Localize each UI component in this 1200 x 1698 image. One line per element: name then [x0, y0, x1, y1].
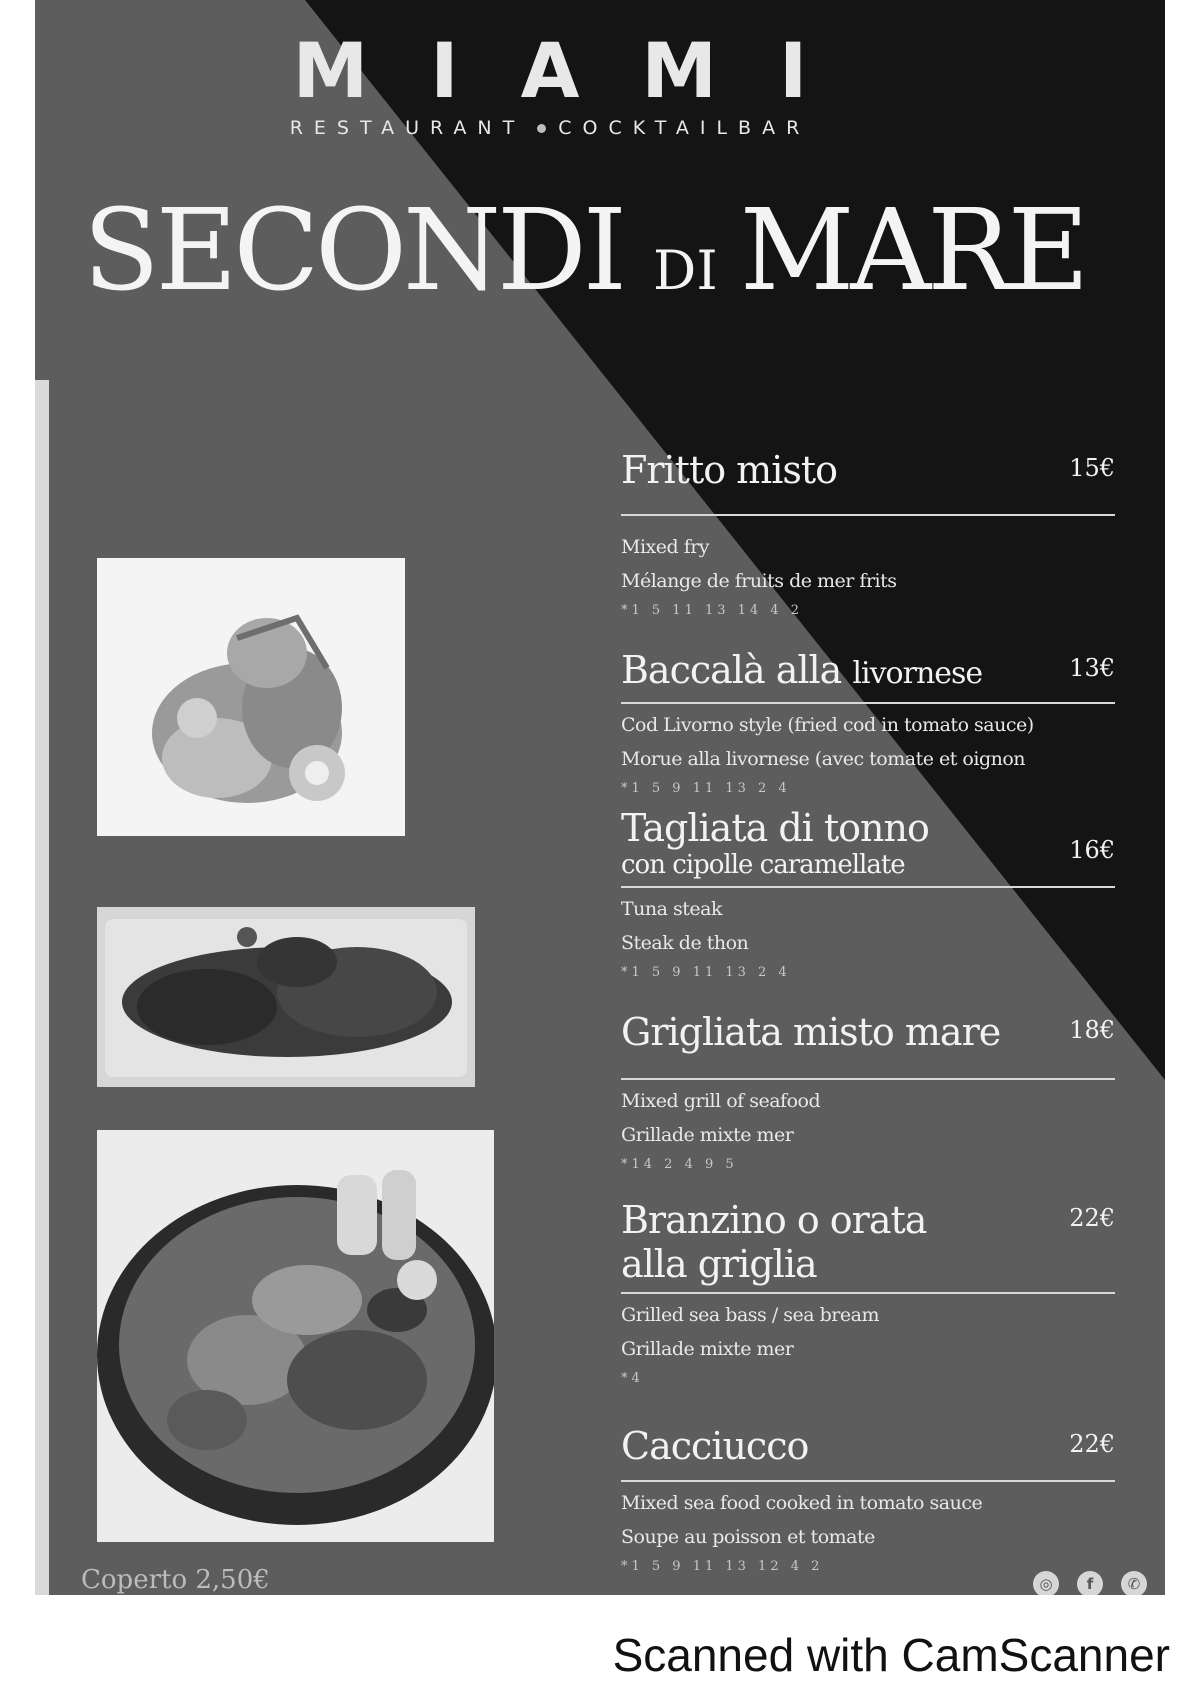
fried-seafood-photo: [97, 558, 405, 836]
cod-in-tomato-sauce-illustration: [97, 907, 475, 1087]
brand-subtitle-left: RESTAURANT: [289, 117, 526, 139]
item-description-en: Mixed sea food cooked in tomato sauce: [621, 1492, 983, 1514]
item-description-fr: Soupe au poisson et tomate: [621, 1526, 875, 1548]
item-description-fr: Grillade mixte mer: [621, 1338, 794, 1360]
item-description-en: Tuna steak: [621, 898, 722, 920]
item-allergens: *14 2 4 9 5: [621, 1157, 738, 1172]
menu-item: [621, 1010, 1115, 1178]
facebook-icon[interactable]: f: [1077, 1571, 1103, 1595]
menu-item: [621, 1198, 1115, 1392]
item-divider: [621, 702, 1115, 704]
item-subtitle: con cipolle caramellate: [621, 850, 905, 880]
item-description-fr: Morue alla livornese (avec tomate et oignon: [621, 748, 1026, 770]
item-allergens: *1 5 9 11 13 2 4: [621, 965, 791, 980]
item-price: 22€: [1069, 1204, 1115, 1232]
cover-charge: Coperto 2,50€: [81, 1565, 270, 1595]
cod-in-tomato-sauce-photo: [97, 907, 475, 1087]
scan-watermark: Scanned with CamScanner: [612, 1629, 1170, 1681]
item-price: 15€: [1069, 454, 1115, 482]
seafood-pan-photo: [97, 1130, 494, 1542]
item-description-en: Mixed fry: [621, 536, 710, 558]
item-description-fr: Steak de thon: [621, 932, 749, 954]
item-divider: [621, 1480, 1115, 1482]
item-title: Fritto misto: [621, 448, 838, 492]
fried-seafood-illustration: [97, 558, 405, 836]
menu-item: [621, 1424, 1115, 1580]
brand-header: [35, 26, 1065, 140]
item-divider: [621, 514, 1115, 516]
item-price: 18€: [1069, 1016, 1115, 1044]
menu-page: [35, 0, 1165, 1595]
seafood-pan-illustration: [97, 1130, 494, 1542]
item-title: [621, 648, 1115, 696]
whatsapp-icon[interactable]: ✆: [1121, 1571, 1147, 1595]
item-allergens: *1 5 11 13 14 4 2: [621, 603, 804, 618]
heading-secondi: SECONDI: [83, 186, 624, 316]
item-description-en: Cod Livorno style (fried cod in tomato sauce): [621, 714, 1034, 736]
menu-item: [621, 806, 1115, 986]
brand-subtitle: [35, 116, 1065, 140]
item-title: Grigliata misto mare: [621, 1010, 1001, 1054]
brand-name: MIAMI: [292, 26, 870, 115]
item-divider: [621, 886, 1115, 888]
section-heading: [83, 186, 1085, 316]
page-edge-strip: [35, 380, 49, 1595]
item-description-fr: Mélange de fruits de mer frits: [621, 570, 897, 592]
heading-di: DI: [653, 239, 718, 302]
item-price: 13€: [1069, 654, 1115, 682]
item-divider: [621, 1292, 1115, 1294]
item-description-en: Mixed grill of seafood: [621, 1090, 821, 1112]
item-allergens: *1 5 9 11 13 2 4: [621, 781, 791, 796]
item-title-line2: alla griglia: [621, 1242, 817, 1286]
item-title-small: livornese: [852, 656, 983, 691]
brand-dot-icon: [537, 124, 546, 133]
item-divider: [621, 1078, 1115, 1080]
item-allergens: *1 5 9 11 13 12 4 2: [621, 1559, 824, 1574]
instagram-icon[interactable]: ◎: [1033, 1571, 1059, 1595]
item-title: Cacciucco: [621, 1424, 809, 1468]
item-allergens: *4: [621, 1371, 644, 1386]
menu-item: [621, 448, 1115, 624]
item-price: 22€: [1069, 1430, 1115, 1458]
heading-mare: MARE: [739, 186, 1086, 316]
item-description-fr: Grillade mixte mer: [621, 1124, 794, 1146]
item-title: Tagliata di tonno: [621, 806, 929, 850]
brand-subtitle-right: COCKTAILBAR: [558, 117, 811, 139]
item-title: Branzino o orata: [621, 1198, 927, 1242]
item-description-en: Grilled sea bass / sea bream: [621, 1304, 879, 1326]
item-title-main: Baccalà alla: [621, 648, 842, 692]
menu-item: [621, 648, 1115, 802]
item-price: 16€: [1069, 836, 1115, 864]
